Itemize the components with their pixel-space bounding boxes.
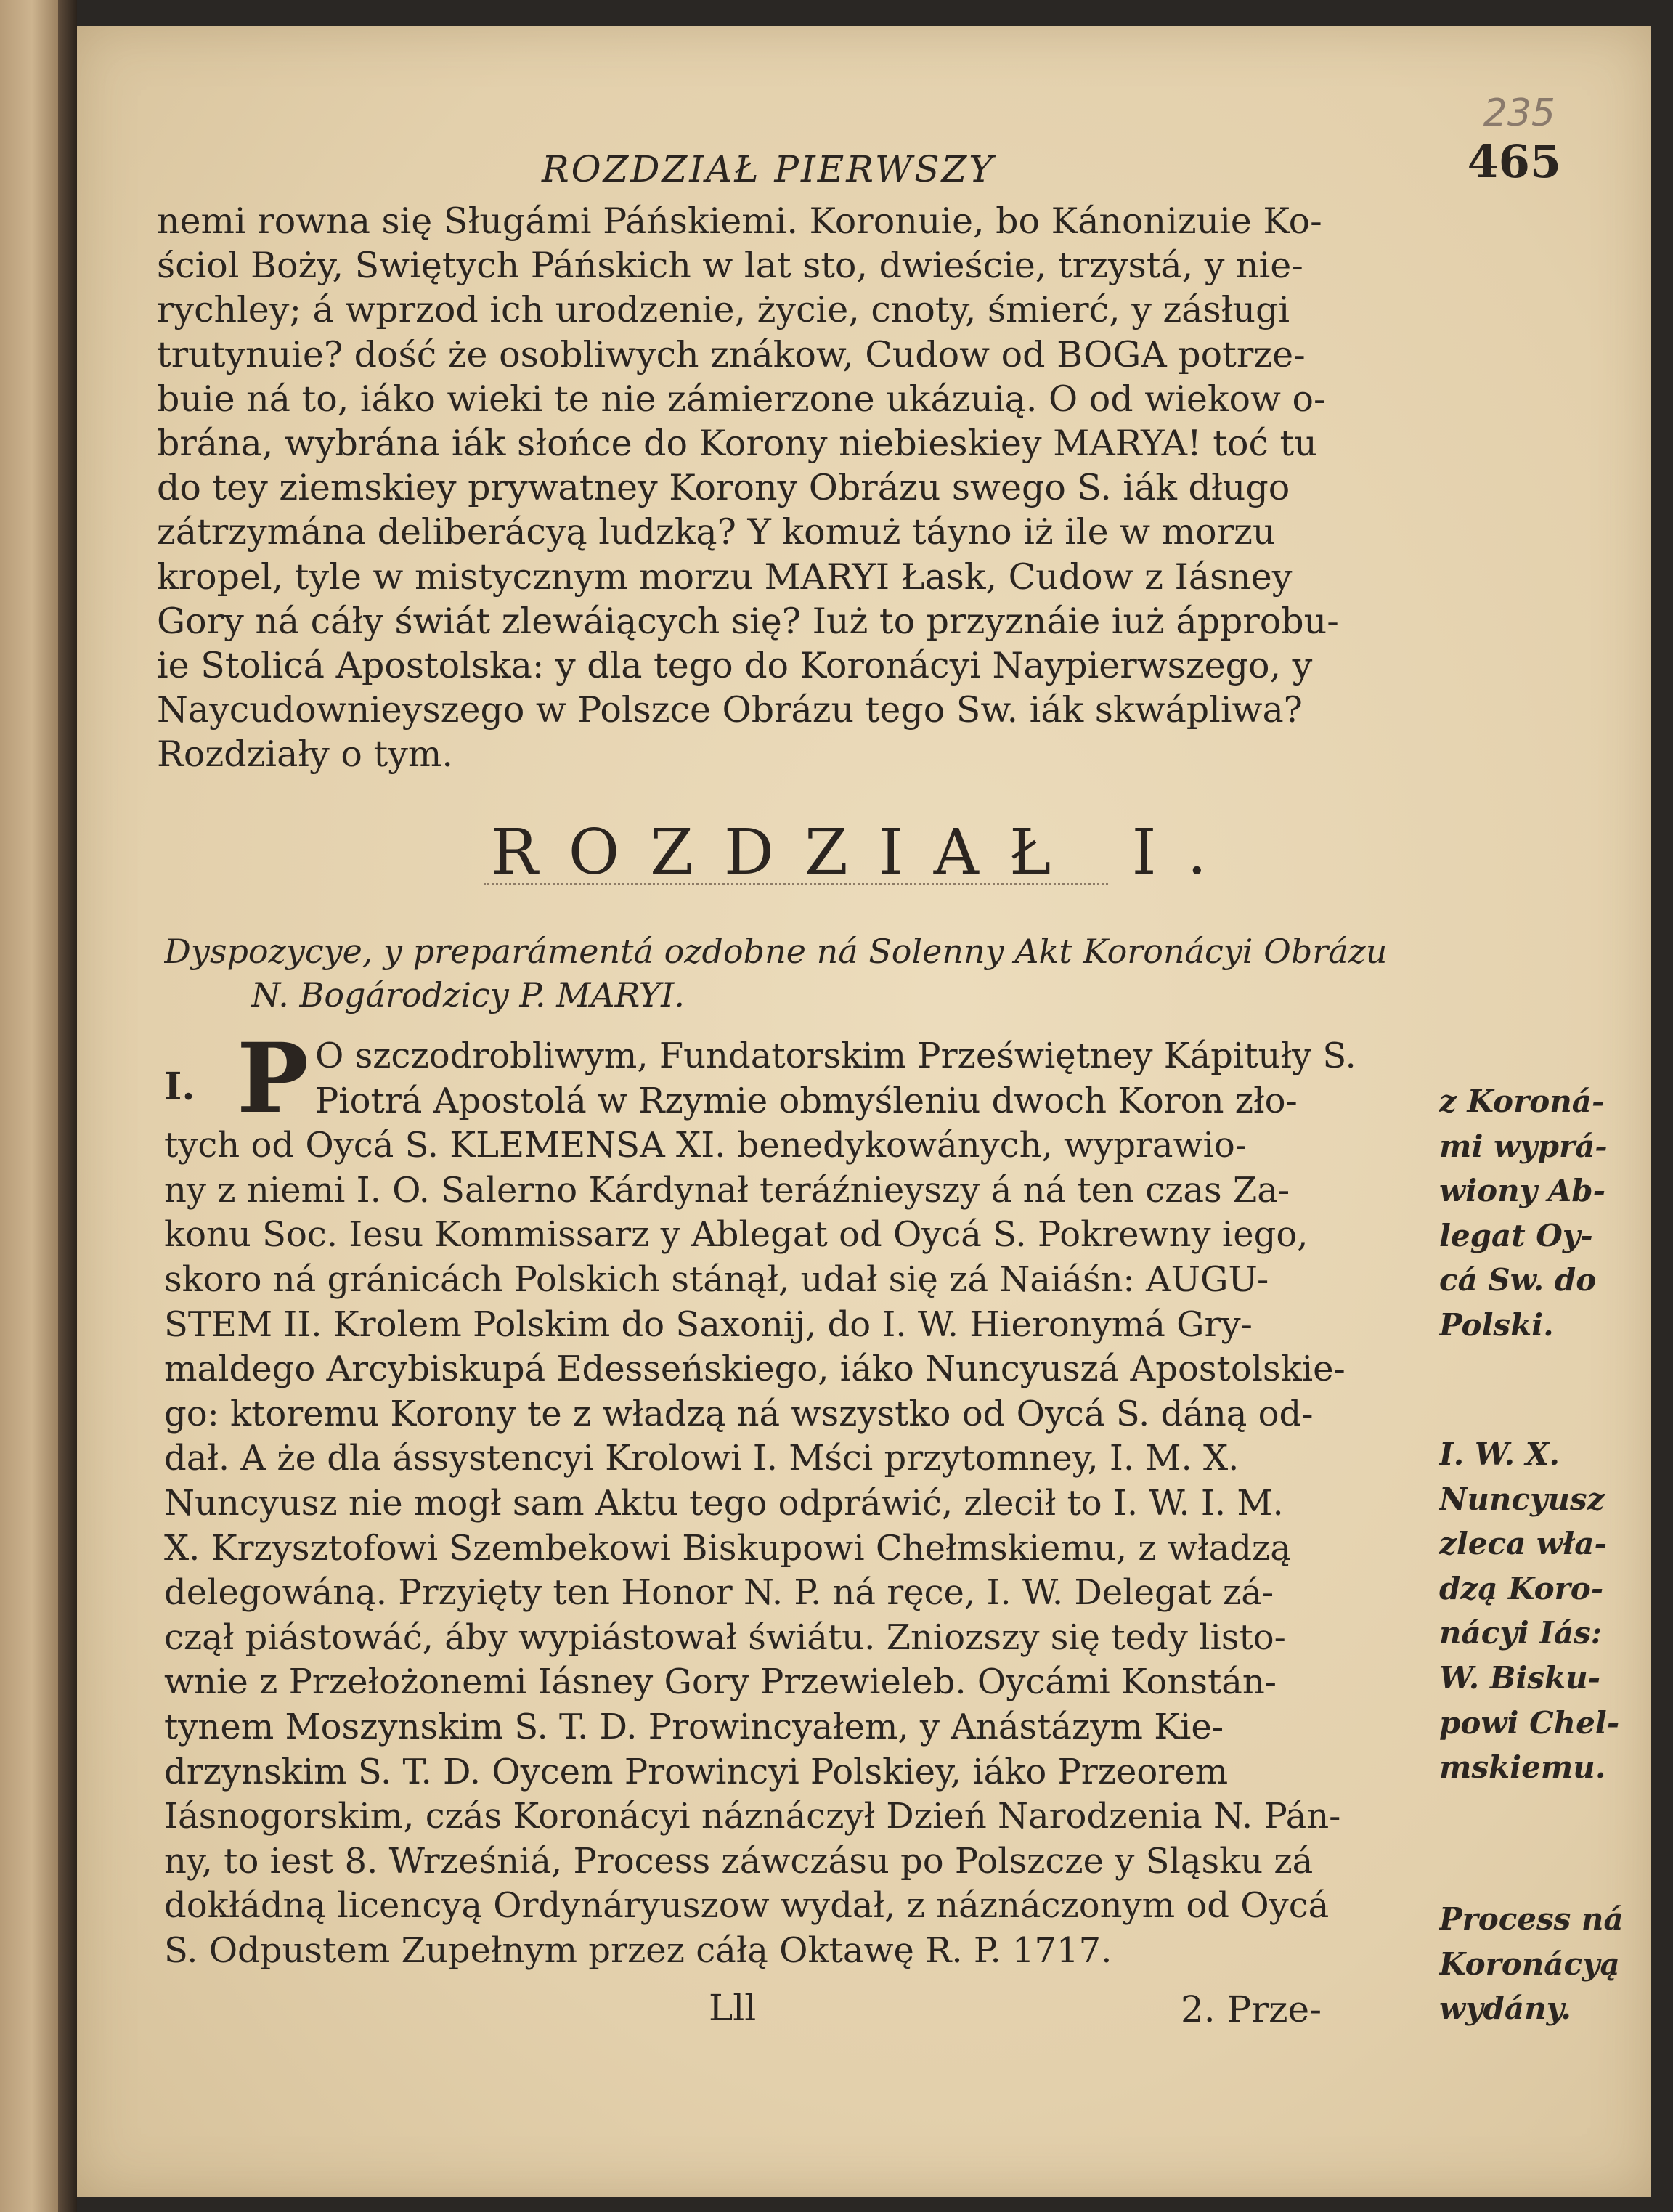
margin-note-line: nácyi Iás:: [1439, 1615, 1603, 1651]
running-title: ROZDZIAŁ PIERWSZY: [542, 148, 996, 190]
text-line: O szczodrobliwym, Fundatorskim Przeświętney Kápituły S.: [315, 1036, 1356, 1076]
text-line: tych od Oycá S. KLEMENSA XI. benedykowánych, wyprawio-: [164, 1125, 1247, 1166]
signature-mark: Lll: [709, 1987, 757, 2029]
margin-note-line: W. Bisku-: [1439, 1659, 1601, 1696]
text-line: STEM II. Krolem Polskim do Saxonij, do I. W. Hieronymá Gry-: [164, 1304, 1253, 1345]
facing-page-edge: [0, 0, 58, 2212]
text-line: Naycudownieyszego w Polszce Obrázu tego Sw. iák skwápliwa?: [157, 689, 1303, 731]
text-line: trutynuie? dość że osobliwych znákow, Cudow od BOGA potrze-: [157, 333, 1306, 375]
text-line: Nuncyusz nie mogł sam Aktu tego odpráwić, zlecił to I. W. I. M.: [164, 1482, 1284, 1524]
book-page: [77, 26, 1651, 2197]
heading-ornament: [484, 874, 1108, 885]
text-line: Iásnogorskim, czás Koronácyi náznáczył Dzień Narodzenia N. Pán-: [164, 1796, 1341, 1837]
text-line: do tey ziemskiey prywatney Korony Obrázu swego S. iák długo: [157, 467, 1290, 509]
body-paragraph: [164, 1022, 1442, 1973]
section-number: I.: [164, 1065, 195, 1109]
margin-note-line: z Koroná-: [1439, 1083, 1605, 1119]
subtitle-line: Dyspozycye, y preparámentá ozdobne ná Solenny Akt Koronácyi Obrázu: [164, 932, 1388, 971]
subtitle-line: N. Bogárodzicy P. MARYI.: [251, 975, 685, 1014]
text-line: maldego Arcybiskupá Edesseńskiego, iáko Nuncyuszá Apostolskie-: [164, 1349, 1346, 1390]
margin-note-line: cá Sw. do: [1439, 1262, 1597, 1298]
margin-note-line: legat Oy-: [1439, 1217, 1593, 1253]
chapter-heading: ROZDZIAŁ I.: [491, 816, 1237, 889]
margin-note-process: [1439, 1897, 1635, 2031]
text-line: buie ná to, iáko wieki te nie zámierzone ukázuią. O od wiekow o-: [157, 378, 1326, 420]
running-head: [77, 135, 1651, 193]
text-line: delegowáną. Przyięty ten Honor N. P. ná ręce, I. W. Delegat zá-: [164, 1572, 1274, 1614]
margin-note-line: mskiemu.: [1439, 1749, 1606, 1786]
text-line: nemi rowna się Sługámi Páńskiemi. Koronuie, bo Kánonizuie Ko-: [157, 200, 1322, 242]
text-line: Rozdziały o tym.: [157, 733, 453, 776]
text-line: skoro ná gránicách Polskich stánął, udał się zá Naiáśn: AUGU-: [164, 1259, 1269, 1300]
text-line: dokłádną licencyą Ordynáryuszow wydał, z náznáczonym od Oycá: [164, 1885, 1330, 1927]
margin-note-nuncio: [1439, 1432, 1635, 1790]
text-line: ny z niemi I. O. Salerno Kárdynał teráźnieyszy á ná ten czas Za-: [164, 1169, 1290, 1211]
book-gutter: [58, 0, 77, 2212]
text-line: dał. A że dla ássystencyi Krolowi I. Mści przytomney, I. M. X.: [164, 1438, 1240, 1479]
text-line: czął piástowáć, áby wypiástował świátu. Zniozszy się tedy listo-: [164, 1617, 1286, 1658]
margin-note-line: dzą Koro-: [1439, 1570, 1604, 1606]
text-line: tynem Moszynskim S. T. D. Prowincyałem, y Anástázym Kie-: [164, 1706, 1224, 1747]
margin-note-line: Koronácyą: [1439, 1945, 1620, 1982]
catchword: 2. Prze-: [1181, 1988, 1322, 2030]
text-line: zátrzymána deliberácyą ludzką? Y komuż táyno iż ile w morzu: [157, 511, 1276, 553]
drop-cap: P: [237, 1022, 309, 1135]
margin-note-line: Process ná: [1439, 1901, 1624, 1937]
text-line: ie Stolicá Apostolska: y dla tego do Koronácyi Naypierwszego, y: [157, 644, 1313, 686]
margin-note-line: mi wyprá-: [1439, 1128, 1608, 1164]
text-line: X. Krzysztofowi Szembekowi Biskupowi Chełmskiemu, z władzą: [164, 1527, 1291, 1569]
text-line: rychley; á wprzod ich urodzenie, życie, cnoty, śmierć, y zásługi: [157, 289, 1290, 331]
text-line: wnie z Przełożonemi Iásney Gory Przewieleb. Oycámi Konstán-: [164, 1662, 1277, 1703]
text-line: go: ktoremu Korony te z władzą ná wszystko od Oycá S. dáną od-: [164, 1393, 1314, 1434]
margin-note-ablegat: [1439, 1079, 1635, 1348]
text-line: Gory ná cáły świát zlewáiących się? Iuż to przyznáie iuż ápprobu-: [157, 600, 1339, 642]
margin-note-line: I. W. X.: [1439, 1436, 1560, 1472]
intro-paragraph: [157, 199, 1442, 776]
text-line: drzynskim S. T. D. Oycem Prowincyi Polskiey, iáko Przeorem: [164, 1751, 1229, 1792]
margin-note-line: wydány.: [1439, 1991, 1571, 2027]
text-line: S. Odpustem Zupełnym przez cáłą Oktawę R. P. 1717.: [164, 1930, 1112, 1971]
chapter-subtitle: [164, 930, 1442, 1017]
margin-note-line: Nuncyusz: [1439, 1481, 1605, 1517]
margin-note-line: wiony Ab-: [1439, 1173, 1606, 1209]
text-line: brána, wybrána iák słońce do Korony niebieskiey MARYA! toć tu: [157, 422, 1317, 464]
margin-note-line: zleca wła-: [1439, 1526, 1607, 1562]
text-line: ny, to iest 8. Wrześniá, Process záwczásu po Polszcze y Sląsku zá: [164, 1840, 1314, 1882]
margin-note-line: Polski.: [1439, 1306, 1554, 1343]
page-number: 465: [1467, 135, 1561, 188]
text-line: ściol Boży, Swiętych Páńskich w lat sto, dwieście, trzystá, y nie-: [157, 245, 1303, 287]
margin-note-line: powi Chel-: [1439, 1704, 1620, 1741]
text-line: konu Soc. Iesu Kommissarz y Ablegat od Oycá S. Pokrewny iego,: [164, 1214, 1308, 1256]
text-line: kropel, tyle w mistycznym morzu MARYI Łask, Cudow z Iásney: [157, 556, 1293, 598]
folio-number: 235: [1483, 92, 1555, 135]
text-line: Piotrá Apostolá w Rzymie obmyśleniu dwoch Koron zło-: [315, 1080, 1298, 1121]
